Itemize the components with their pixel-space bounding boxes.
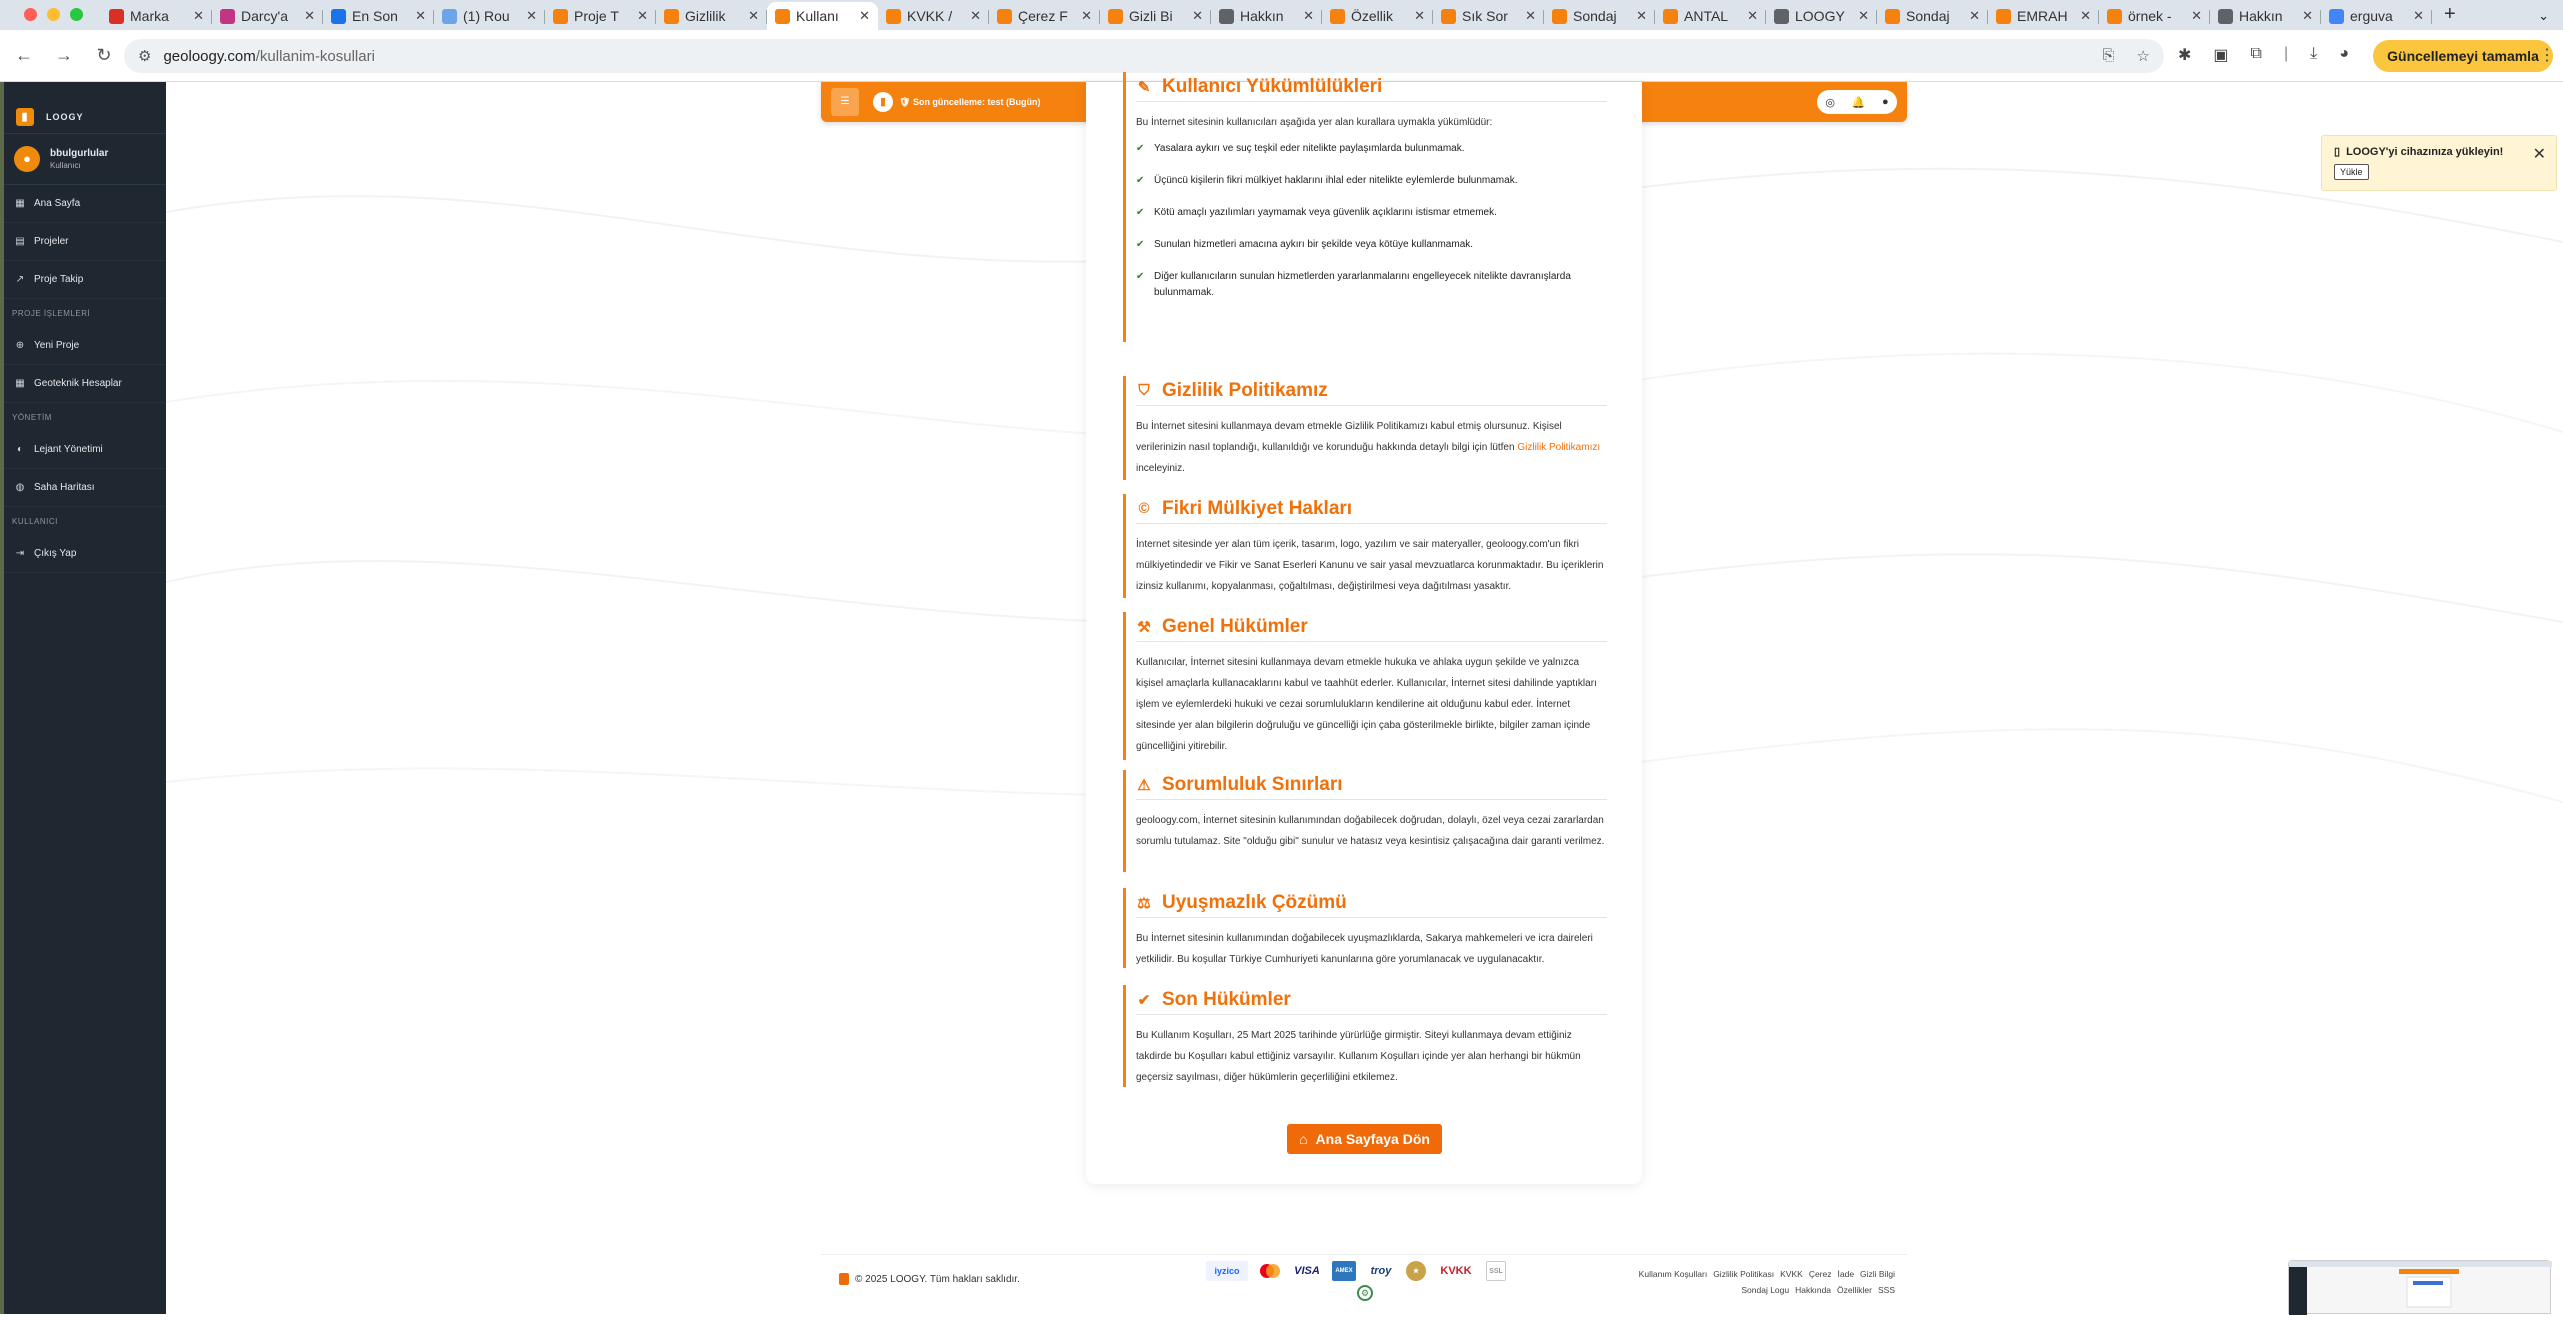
section-title: [1136, 494, 1607, 524]
tab-title: Gizli Bi: [1129, 8, 1173, 24]
tab-title: Sondaj: [1573, 8, 1617, 24]
tab-title: KVKK /: [907, 8, 953, 24]
privacy-text: [1136, 416, 1607, 479]
browser-tab[interactable]: [101, 2, 212, 30]
list-item-text: Yasalara aykırı ve suç teşkil eder nitelikte paylaşımlarda bulunmamak.: [1154, 143, 1465, 154]
tab-title: En Son: [352, 8, 398, 24]
payment-logos: [1206, 1261, 1506, 1281]
install-banner-title: LOOGY'yi cihazınıza yükleyin!: [2346, 145, 2504, 158]
list-item-text: Üçüncü kişilerin fikri mülkiyet haklarını ihlal eder nitelikte eylemlerde bulunmamak.: [1154, 175, 1518, 186]
privacy-policy-link[interactable]: Gizlilik Politikamızı: [1517, 442, 1601, 453]
tab-title: (1) Rou: [463, 8, 510, 24]
tab-favicon-icon: [664, 9, 679, 24]
last-update-text: 🛡 Son güncelleme: test (Bugün): [899, 96, 1041, 107]
minimize-window-button[interactable]: [47, 8, 60, 21]
sidebar-item-label: Projeler: [34, 236, 69, 247]
tab-favicon-icon: [886, 9, 901, 24]
tab-close-icon[interactable]: ✕: [415, 8, 426, 23]
section-title: [1136, 888, 1607, 918]
browser-tab[interactable]: [1877, 2, 1988, 30]
brand-name: LOOGY: [46, 111, 84, 122]
scale-icon: ⚖: [1137, 894, 1151, 912]
tab-close-icon[interactable]: ✕: [1303, 8, 1314, 23]
browser-tab[interactable]: [545, 2, 656, 30]
section-title: [1136, 985, 1607, 1015]
tab-favicon-icon: [1996, 9, 2011, 24]
location-icon[interactable]: ◎: [1825, 96, 1835, 109]
section-dispute-resolution: [1123, 888, 1607, 968]
sidebar-item-label: Geoteknik Hesaplar: [34, 378, 122, 389]
check-circle-icon: ✔: [1136, 143, 1145, 154]
reload-icon[interactable]: ↻: [96, 45, 112, 65]
tab-favicon-icon: [1219, 9, 1234, 24]
section-title: [1136, 72, 1607, 102]
list-item-text: Diğer kullanıcıların sunulan hizmetlerden yararlanmalarını engelleyecek nitelikte davranışlarda bulunmamak.: [1154, 271, 1571, 298]
footer-link[interactable]: Özellikler: [1837, 1285, 1872, 1295]
footer-link[interactable]: Sondaj Logu: [1741, 1285, 1790, 1295]
shield-icon: ⛉: [1138, 382, 1150, 399]
browser-menu-icon[interactable]: ⋮: [2539, 47, 2555, 64]
section-user: KULLANICI: [12, 517, 58, 526]
user-icon[interactable]: ●: [1881, 96, 1889, 108]
zoom-window-button[interactable]: [70, 8, 83, 21]
section-title-text: Kullanıcı Yükümlülükleri: [1162, 75, 1383, 97]
tab-favicon-icon: [1885, 9, 1900, 24]
section-title-text: Gizlilik Politikamız: [1162, 379, 1328, 401]
tab-favicon-icon: [1663, 9, 1678, 24]
user-role: Kullanıcı: [50, 161, 81, 170]
list-item: [1136, 141, 1607, 157]
tab-close-icon[interactable]: ✕: [2413, 8, 2424, 23]
section-project-operations: PROJE İŞLEMLERİ: [12, 309, 91, 318]
sidebar-item-ana-sayfa[interactable]: [0, 185, 166, 223]
tab-title: Kullanı: [796, 8, 839, 24]
screenshot-thumbnail[interactable]: [2288, 1260, 2551, 1314]
browser-tab[interactable]: [1544, 2, 1655, 30]
footer-link[interactable]: Gizlilik Politikası: [1713, 1269, 1775, 1279]
tab-close-icon[interactable]: ✕: [859, 8, 870, 23]
plus-circle-icon: ⊕: [15, 340, 25, 351]
browser-tab[interactable]: [1766, 2, 1877, 30]
browser-tab[interactable]: [2099, 2, 2210, 30]
sidebar-item-label: Lejant Yönetimi: [34, 444, 103, 455]
url-path: /kullanim-kosullari: [255, 47, 375, 65]
tab-close-icon[interactable]: ✕: [2191, 8, 2202, 23]
copyright-text: © 2025 LOOGY. Tüm hakları saklıdır.: [855, 1273, 1020, 1285]
list-item-text: Kötü amaçlı yazılımları yaymamak veya güvenlik açıklarını istismar etmemek.: [1154, 207, 1497, 218]
section-title: [1136, 770, 1607, 800]
tab-close-icon[interactable]: ✕: [748, 8, 759, 23]
browser-tab[interactable]: [1322, 2, 1433, 30]
sidebar: [0, 82, 166, 1314]
tab-title: EMRAH: [2017, 8, 2068, 24]
url-host: geoloogy.com: [163, 47, 256, 65]
browser-tab-strip: [0, 0, 2563, 30]
check-circle-icon: ✔: [1136, 175, 1145, 186]
close-icon[interactable]: ✕: [2532, 146, 2546, 163]
close-window-button[interactable]: [24, 8, 37, 21]
amex-logo: AMEX: [1332, 1261, 1356, 1281]
tab-favicon-icon: [220, 9, 235, 24]
chart-line-icon: ↗: [15, 274, 25, 285]
browser-tab[interactable]: [212, 2, 323, 30]
tab-close-icon[interactable]: ✕: [1192, 8, 1203, 23]
kvkk-logo: KVKK: [1440, 1265, 1472, 1277]
menu-toggle-button[interactable]: ☰: [831, 88, 859, 116]
tab-close-icon[interactable]: ✕: [193, 8, 204, 23]
last-update-label: Son güncelleme: test (Bugün): [912, 96, 1041, 107]
tab-title: Marka: [130, 8, 169, 24]
section-title-text: Sorumluluk Sınırları: [1162, 773, 1343, 795]
calculator-icon: ▦: [15, 378, 25, 389]
tab-close-icon[interactable]: ✕: [1747, 8, 1758, 23]
tab-close-icon[interactable]: ✕: [1858, 8, 1869, 23]
section-final-provisions: [1123, 985, 1607, 1087]
footer-link[interactable]: Kullanım Koşulları: [1638, 1269, 1708, 1279]
palette-icon: ◐: [16, 444, 24, 455]
trust-seal-icon: ★: [1406, 1261, 1426, 1281]
mastercard-logo: [1258, 1261, 1282, 1281]
footer-links: [1555, 1266, 1895, 1298]
install-app-icon[interactable]: ⎘: [2102, 47, 2115, 64]
site-info-icon[interactable]: ⚙: [138, 48, 152, 65]
list-item: [1136, 237, 1607, 253]
profile-icon[interactable]: ◕: [2339, 45, 2349, 62]
loogy-logo-icon: [839, 1273, 849, 1285]
browser-tab[interactable]: [1433, 2, 1544, 30]
tab-title: Çerez F: [1018, 8, 1068, 24]
tab-close-icon[interactable]: ✕: [1414, 8, 1425, 23]
address-bar[interactable]: [124, 39, 2164, 73]
thumbnail-preview: [2289, 1261, 2552, 1315]
general-text: Kullanıcılar, İnternet sitesini kullanmaya devam etmekle hukuka ve ahlaka uygun şekilde ve yalnızca kişisel amaçlarla kullanacaklarını kabul ve taahhüt ederler. Kullanıcılar, İnternet sitesi dahilinde yaptıkları işlem ve eylemlerdeki hukuki ve cezai sorumlulukların kendilerine ait olduğunu kabul eder. İnternet sitesinde yer alan bilgilerin doğruluğu ve güncelliği için çaba gösterilmekle birlikte, bilgiler zaman içinde güncelliğini yitirebilir.: [1136, 657, 1597, 752]
section-title-text: Genel Hükümler: [1162, 615, 1308, 637]
obligations-intro: Bu İnternet sitesinin kullanıcıları aşağıda yer alan kurallara uymakla yükümlüdür:: [1136, 117, 1493, 128]
ssl-badge: SSL: [1486, 1261, 1506, 1281]
visa-logo: VISA: [1294, 1265, 1320, 1277]
final-text: Bu Kullanım Koşulları, 25 Mart 2025 tarihinde yürürlüğe girmiştir. Siteyi kullanmaya devam ettiğiniz takdirde bu Koşulları kabul ettiğiniz varsayılır. Kullanım Koşulları içinde yer alan herhangi bir hükmün geçersiz sayılması, diğer hükümlerin geçerliliğini etkilemez.: [1136, 1030, 1581, 1083]
tab-title: örnek -: [2128, 8, 2172, 24]
tab-favicon-icon: [1441, 9, 1456, 24]
settings-gear-icon[interactable]: ⚙: [1357, 1285, 1373, 1301]
tab-title: Sondaj: [1906, 8, 1950, 24]
mobile-icon: ▯: [2334, 146, 2341, 158]
tab-list: [101, 2, 2432, 30]
check-circle-icon: ✔: [1136, 239, 1145, 250]
user-name: bbulgurlular: [50, 148, 109, 159]
tab-close-icon[interactable]: ✕: [526, 8, 537, 23]
sidebar-item-label: Proje Takip: [34, 274, 84, 285]
forward-icon[interactable]: →: [55, 45, 73, 65]
new-tab-button[interactable]: +: [2444, 3, 2456, 25]
tab-search-icon[interactable]: ⌄: [2538, 8, 2549, 23]
check-circle-icon: ✔: [1136, 271, 1145, 282]
tab-favicon-icon: [553, 9, 568, 24]
divider: |: [2283, 45, 2289, 62]
tab-favicon-icon: [775, 9, 790, 24]
tab-favicon-icon: [997, 9, 1012, 24]
back-to-home-button[interactable]: [1287, 1124, 1442, 1154]
terms-card: [1086, 75, 1642, 1184]
mastercard-icon: [1258, 1263, 1282, 1279]
sidebar-item-yeni-proje[interactable]: [0, 327, 166, 365]
section-management: YÖNETİM: [12, 413, 52, 422]
sidebar-item-label: Yeni Proje: [34, 340, 80, 351]
privacy-text-end: inceleyiniz.: [1136, 463, 1185, 474]
tab-title: Proje T: [574, 8, 619, 24]
section-title-text: Fikri Mülkiyet Hakları: [1162, 497, 1353, 519]
tab-close-icon[interactable]: ✕: [970, 8, 981, 23]
tab-favicon-icon: [1108, 9, 1123, 24]
downloads-icon[interactable]: ⤓: [2310, 45, 2318, 62]
liability-text: geoloogy.com, İnternet sitesinin kullanımından doğabilecek doğrudan, dolaylı, özel veya cezai zararlardan sorumlu tutulamaz. Site "olduğu gibi" sunulur ve hatasız veya kesintisiz çalışacağına dair garanti verilmez.: [1136, 815, 1605, 847]
tab-favicon-icon: [1330, 9, 1345, 24]
tab-favicon-icon: [442, 9, 457, 24]
section-privacy: [1123, 376, 1607, 480]
section-intellectual-property: [1123, 494, 1607, 598]
sidebar-item-label: Çıkış Yap: [34, 548, 77, 559]
browser-tab[interactable]: [1211, 2, 1322, 30]
footer-link[interactable]: İade: [1837, 1269, 1855, 1279]
tab-favicon-icon: [1552, 9, 1567, 24]
browser-tab[interactable]: [989, 2, 1100, 30]
browser-tab[interactable]: [1988, 2, 2099, 30]
logout-icon: ⇥: [15, 548, 25, 559]
footer-link[interactable]: Hakkında: [1795, 1285, 1832, 1295]
folder-icon: ▤: [15, 236, 25, 247]
section-title: [1136, 376, 1607, 406]
sidebar-item-proje-takip[interactable]: [0, 261, 166, 299]
tab-close-icon[interactable]: ✕: [1525, 8, 1536, 23]
obligations-list: [1136, 141, 1607, 301]
sidebar-item-geoteknik-hesaplar[interactable]: [0, 365, 166, 403]
tab-close-icon[interactable]: ✕: [2302, 8, 2313, 23]
dispute-text: Bu İnternet sitesinin kullanımından doğabilecek uyuşmazlıklarda, Sakarya mahkemeleri ve icra daireleri yetkilidir. Bu koşullar Türkiye Cumhuriyeti kanunlarına göre yorumlanacak ve uygulanacaktır.: [1136, 933, 1593, 965]
user-profile[interactable]: [0, 134, 166, 185]
tab-close-icon[interactable]: ✕: [1636, 8, 1647, 23]
bookmark-star-icon[interactable]: ☆: [2136, 48, 2150, 65]
footer-link[interactable]: Çerez: [1808, 1269, 1832, 1279]
install-button[interactable]: Yükle: [2334, 164, 2369, 180]
tab-favicon-icon: [2107, 9, 2122, 24]
install-app-banner: [2321, 135, 2557, 191]
tab-favicon-icon: [1774, 9, 1789, 24]
notification-bell-icon[interactable]: 🔔: [1851, 96, 1866, 109]
browser-tab[interactable]: [2210, 2, 2321, 30]
footer-link[interactable]: Gizli Bilgi: [1860, 1269, 1895, 1279]
browser-tab[interactable]: [878, 2, 989, 30]
section-title-text: Uyuşmazlık Çözümü: [1162, 891, 1347, 913]
footer-link[interactable]: SSS: [1877, 1285, 1895, 1295]
globe-icon: ◍: [15, 482, 25, 493]
tab-title: erguva: [2350, 8, 2393, 24]
section-user-obligations: [1123, 72, 1607, 342]
list-item: [1136, 205, 1607, 221]
tab-close-icon[interactable]: ✕: [304, 8, 315, 23]
copyright: [839, 1273, 1020, 1285]
back-to-home-label: Ana Sayfaya Dön: [1315, 1131, 1430, 1147]
section-general-provisions: [1123, 612, 1607, 760]
sidebar-item-label: Ana Sayfa: [34, 198, 81, 209]
tab-favicon-icon: [2218, 9, 2233, 24]
warning-icon: ⚠: [1137, 776, 1151, 794]
list-item: [1136, 269, 1607, 301]
check-circle-icon: ✔: [1136, 207, 1145, 218]
troy-logo: troy: [1370, 1265, 1392, 1277]
double-check-icon: ✔: [1137, 991, 1151, 1009]
browser-tab[interactable]: [323, 2, 434, 30]
privacy-text-start: Bu İnternet sitesini kullanmaya devam etmekle Gizlilik Politikamızı kabul etmiş olursunuz. Kişisel verilerinizin nasıl toplandığı, kullanıldığı ve korunduğu hakkında detaylı bilgi için lütfen: [1136, 421, 1562, 453]
browser-tab[interactable]: [1100, 2, 1211, 30]
iyzico-logo: iyzico: [1206, 1261, 1248, 1281]
tab-title: Sık Sor: [1462, 8, 1508, 24]
tab-title: Darcy'a: [241, 8, 289, 24]
tab-favicon-icon: [109, 9, 124, 24]
copyright-icon: ©: [1138, 500, 1150, 517]
extensions-puzzle-icon[interactable]: ⧉: [2250, 45, 2262, 62]
sidebar-item-label: Saha Haritası: [34, 482, 95, 493]
tab-title: Hakkın: [2239, 8, 2283, 24]
browser-tab[interactable]: [656, 2, 767, 30]
tab-title: Hakkın: [1240, 8, 1284, 24]
loogy-logo-icon: ▮: [873, 92, 893, 112]
brand[interactable]: [0, 82, 166, 134]
update-browser-button[interactable]: Güncellemeyi tamamla: [2373, 40, 2553, 72]
browser-tab[interactable]: [1655, 2, 1766, 30]
sidebar-item-çıkış-yap[interactable]: [0, 535, 166, 573]
list-item: [1136, 173, 1607, 189]
user-edit-icon: ✎: [1137, 78, 1151, 96]
tab-close-icon[interactable]: ✕: [1081, 8, 1092, 23]
tab-close-icon[interactable]: ✕: [1969, 8, 1980, 23]
tab-favicon-icon: [2329, 9, 2344, 24]
section-liability: [1123, 770, 1607, 872]
tab-favicon-icon: [331, 9, 346, 24]
back-icon[interactable]: ←: [15, 45, 33, 65]
list-item-text: Sunulan hizmetleri amacına aykırı bir şekilde veya kötüye kullanmamak.: [1154, 239, 1474, 250]
sidebar-item-projeler[interactable]: [0, 223, 166, 261]
section-title: [1136, 612, 1607, 642]
avatar: ●: [14, 146, 40, 172]
tab-title: Özellik: [1351, 8, 1394, 24]
loogy-logo-icon: ▮: [16, 108, 34, 126]
footer-link[interactable]: KVKK: [1780, 1269, 1803, 1279]
extension-icon[interactable]: ✱: [2178, 47, 2192, 64]
tab-title: ANTAL: [1684, 8, 1729, 24]
browser-tab[interactable]: [2321, 2, 2432, 30]
sidebar-item-lejant-yönetimi[interactable]: [0, 431, 166, 469]
sidebar-item-saha-haritası[interactable]: [0, 469, 166, 507]
browser-tab[interactable]: [434, 2, 545, 30]
ip-text: İnternet sitesinde yer alan tüm içerik, tasarım, logo, yazılım ve sair materyaller, geoloogy.com'un fikri mülkiyetindedir ve Fikir ve Sanat Eserleri Kanunu ve sair yasal mevzuatlarca korunmaktadır. Bu içeriklerin izinsiz kullanımı, kopyalanması, çoğaltılması, değiştirilmesi veya dağıtılması yasaktır.: [1136, 539, 1604, 592]
tab-title: Gizlilik: [685, 8, 726, 24]
topbar-actions: [1817, 90, 1897, 114]
home-icon: ⌂: [1299, 1131, 1308, 1147]
window-controls: [0, 8, 101, 30]
gavel-icon: ⚒: [1137, 618, 1151, 636]
footer: [821, 1254, 1907, 1314]
tab-title: LOOGY: [1795, 8, 1845, 24]
tab-close-icon[interactable]: ✕: [2080, 8, 2091, 23]
extension-icon-2[interactable]: ▣: [2213, 47, 2229, 64]
browser-tab-active[interactable]: [767, 2, 878, 30]
dashboard-icon: ▦: [15, 198, 25, 209]
tab-close-icon[interactable]: ✕: [637, 8, 648, 23]
section-title-text: Son Hükümler: [1162, 988, 1291, 1010]
